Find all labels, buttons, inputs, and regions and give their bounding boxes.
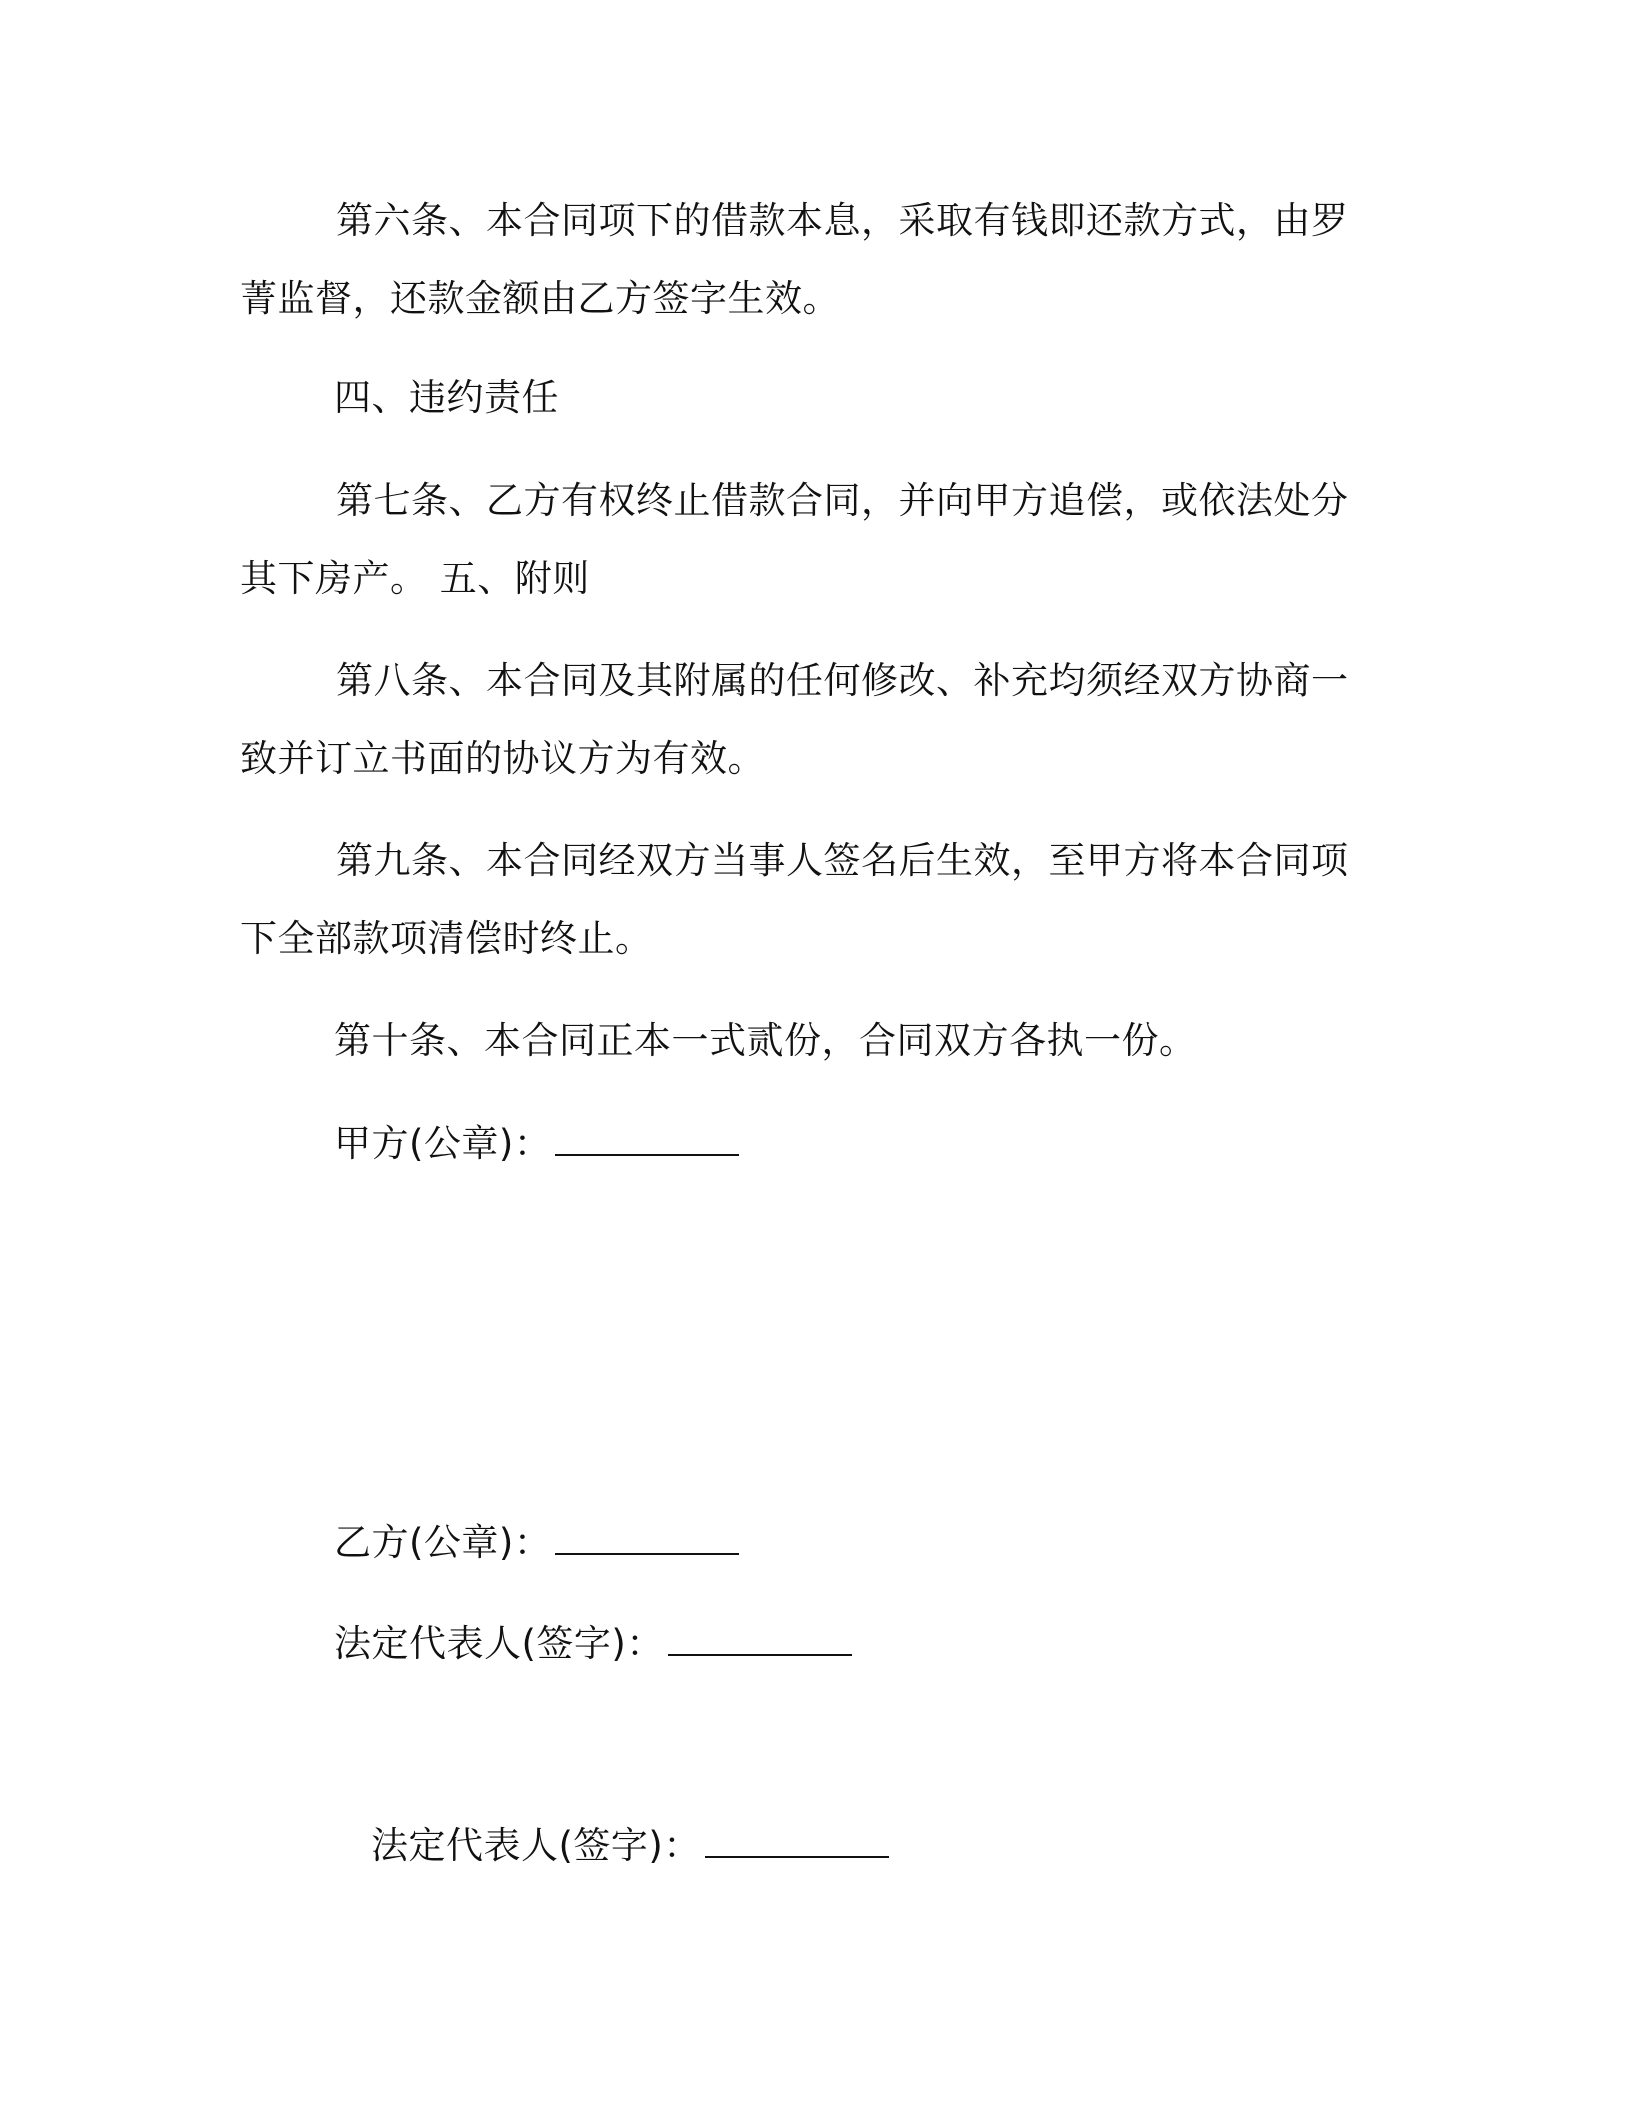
legal-rep-label-1: 法定代表人(签字)： — [334, 1622, 664, 1665]
article-6-paragraph: 第六条、本合同项下的借款本息，采取有钱即还款方式，由罗菁监督，还款金额由乙方签字生效。 — [240, 199, 1349, 320]
article-10-paragraph: 第十条、本合同正本一式贰份，合同双方各执一份。 — [334, 1019, 1197, 1062]
party-b-label: 乙方(公章)： — [334, 1521, 552, 1564]
legal-rep-signature-row-1 — [334, 1618, 852, 1669]
article-8-paragraph: 第八条、本合同及其附属的任何修改、补充均须经双方协商一致并订立书面的协议方为有效。 — [240, 659, 1349, 780]
party-b-signature-row — [334, 1517, 739, 1568]
party-a-signature-line — [555, 1118, 739, 1156]
legal-rep-label-2: 法定代表人(签字)： — [371, 1824, 701, 1867]
party-b-signature-line — [555, 1517, 739, 1555]
legal-rep-signature-row-2 — [371, 1820, 889, 1871]
article-7-paragraph: 第七条、乙方有权终止借款合同，并向甲方追偿，或依法处分其下房产。 五、附则 — [240, 479, 1349, 600]
section-4-heading: 四、违约责任 — [334, 376, 559, 419]
party-a-label: 甲方(公章)： — [334, 1122, 552, 1165]
legal-rep-signature-line-1 — [668, 1618, 852, 1656]
legal-rep-signature-line-2 — [705, 1820, 889, 1858]
party-a-signature-row — [334, 1118, 739, 1169]
article-9-paragraph: 第九条、本合同经双方当事人签名后生效，至甲方将本合同项下全部款项清偿时终止。 — [240, 839, 1349, 960]
